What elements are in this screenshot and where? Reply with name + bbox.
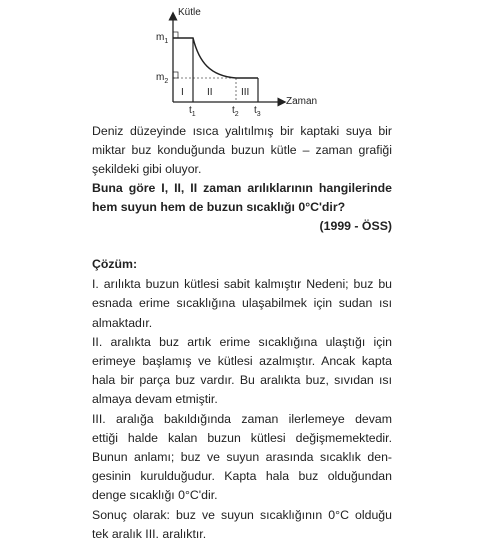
solution-section (92, 255, 392, 544)
t1-label: $t_1$ (189, 105, 196, 118)
solution-line: hala bir parça buz vardır. Bu aralıkta buz, sıvıdan ısı (92, 373, 392, 388)
m2-label: $m_2$ (156, 72, 169, 85)
solution-line: gesinin kurulduğudur. Kapta hala buz olduğundan (92, 469, 392, 484)
solution-line: almaya devam etmiştir. (92, 392, 218, 407)
solution-line: erimeye başlamış ve kütlesi azalmıştır. Ancak kapta (92, 354, 392, 369)
region-3-label: III (241, 87, 250, 98)
m1-box (173, 32, 178, 38)
question-line-1: Buna göre I, II, II zaman arılıklarının hangilerinde (92, 181, 392, 195)
solution-line: tek aralık III. aralıktır. (92, 526, 207, 541)
region-1-label: I (181, 87, 184, 98)
question-line-2: hem suyun hem de buzun sıcaklığı 0°C'dir? (92, 200, 346, 214)
solution-line: ettiği halde kalan buzun kütlesi değişmemektedir. (92, 430, 392, 445)
question-source: (1999 - ÖSS) (319, 219, 392, 233)
solution-heading: Çözüm: (92, 257, 138, 271)
mass-curve (173, 38, 258, 78)
t3-label: $t_3$ (254, 105, 261, 118)
solution-line: Sonuç olarak: buz ve suyun sıcaklığının 0°C olduğu (92, 507, 392, 522)
y-axis-label: Kütle (178, 7, 201, 18)
problem-line-1: Deniz düzeyinde ısıca yalıtılmış bir kaptaki suya bir (92, 124, 392, 138)
solution-line: Bunun anlamı; buz ve suyun arasında sıcaklık den- (92, 450, 392, 465)
m1-label: $m_1$ (156, 32, 169, 45)
m2-box (173, 72, 178, 78)
problem-text (92, 122, 392, 236)
solution-line: III. aralığa bakıldığında zaman ilerlemeye devam (92, 411, 392, 426)
t2-label: $t_2$ (232, 105, 239, 118)
x-axis-label: Zaman (286, 96, 318, 107)
mass-time-graph (150, 6, 318, 120)
solution-line: denge sıcaklığı 0°C'dir. (92, 488, 218, 503)
problem-line-3: şekildeki gibi oluyor. (92, 162, 202, 176)
problem-line-2: miktar buz konduğunda buzun kütle – zaman grafiği (92, 143, 392, 157)
solution-line: almaktadır. (92, 315, 153, 330)
solution-line: I. arılıkta buzun kütlesi sabit kalmıştır Nedeni; buz bu (92, 277, 392, 292)
region-2-label: II (207, 87, 213, 98)
solution-line: esnada erime sıcaklığına ulaşabilmek için sudan ısı (92, 296, 392, 311)
solution-line: II. aralıkta buz artık erime sıcaklığına ulaştığı için (92, 334, 392, 349)
